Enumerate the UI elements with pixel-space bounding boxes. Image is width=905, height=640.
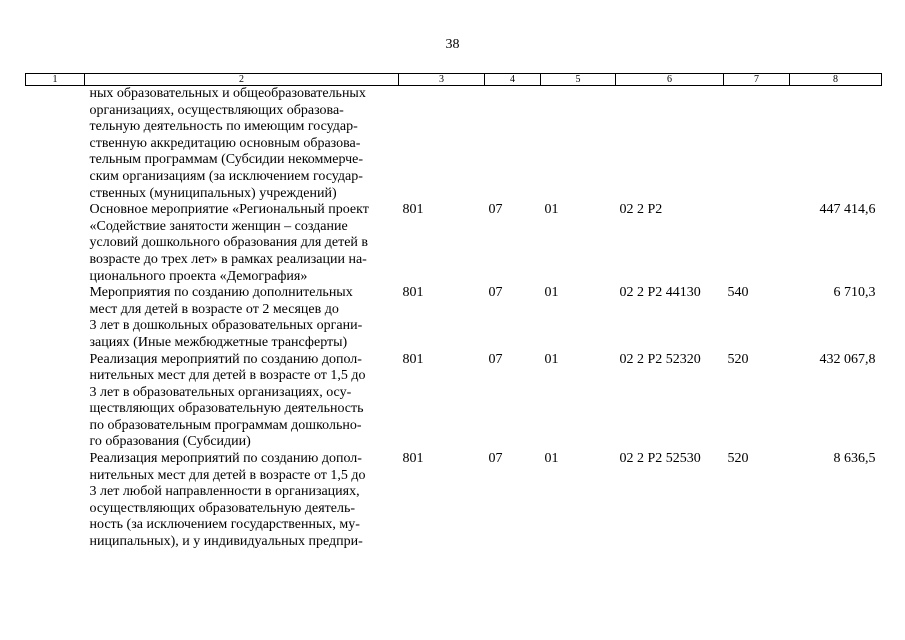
cell-expense-type bbox=[724, 86, 790, 203]
cell-subsection bbox=[541, 86, 616, 203]
cell-amount: 432 067,8 bbox=[819, 351, 876, 367]
cell-chapter: 801 bbox=[402, 451, 424, 467]
description-line: нительных мест для детей в возрасте от 1,5 до bbox=[89, 467, 366, 483]
description-line: мест для детей в возрасте от 2 месяцев до bbox=[89, 301, 339, 317]
cell-description bbox=[85, 451, 399, 551]
cell-description bbox=[85, 285, 399, 351]
cell-col-1 bbox=[26, 451, 85, 551]
description-line: ниципальных), и у индивидуальных предпри- bbox=[89, 534, 363, 550]
description-line: «Содействие занятости женщин – создание bbox=[89, 218, 348, 234]
description-line: возрасте до трех лет» в рамках реализации на- bbox=[89, 251, 367, 267]
table-row bbox=[26, 285, 882, 351]
cell-target-article: 02 2 Р2 52320 bbox=[619, 351, 701, 367]
cell-section: 07 bbox=[488, 285, 503, 301]
description-line: ных образовательных и общеобразовательных bbox=[89, 86, 366, 101]
cell-target-article: 02 2 Р2 52530 bbox=[619, 451, 701, 467]
description-line: по образовательным программам дошкольно- bbox=[89, 417, 362, 433]
cell-expense-type bbox=[724, 202, 790, 285]
cell-chapter: 801 bbox=[402, 202, 424, 218]
cell-subsection: 01 bbox=[544, 451, 559, 467]
header-col-3: 3 bbox=[399, 74, 485, 86]
cell-target-article bbox=[616, 86, 724, 203]
description-line: 3 лет в образовательных организациях, осу- bbox=[89, 384, 352, 400]
table-body bbox=[26, 86, 882, 551]
cell-col-1 bbox=[26, 202, 85, 285]
cell-expense-type: 540 bbox=[727, 285, 749, 301]
description-line: условий дошкольного образования для детей в bbox=[89, 235, 369, 251]
cell-target-article: 02 2 Р2 bbox=[619, 202, 663, 218]
table-header bbox=[26, 74, 882, 86]
cell-amount: 447 414,6 bbox=[819, 202, 876, 218]
description-line: ственных (муниципальных) учреждений) bbox=[89, 185, 337, 201]
description-line: ционального проекта «Демография» bbox=[89, 268, 308, 284]
header-row bbox=[26, 74, 882, 86]
description-line: ществляющих образовательную деятельность bbox=[89, 401, 364, 417]
description-line: Реализация мероприятий по созданию допол- bbox=[89, 451, 362, 467]
cell-col-1 bbox=[26, 86, 85, 203]
cell-subsection: 01 bbox=[544, 285, 559, 301]
cell-description bbox=[85, 202, 399, 285]
description-line: зациях (Иные межбюджетные трансферты) bbox=[89, 334, 348, 350]
cell-expense-type: 520 bbox=[727, 451, 749, 467]
description-line: ским организациям (за исключением государ- bbox=[89, 168, 363, 184]
description-line: 3 лет в дошкольных образовательных органи- bbox=[89, 318, 363, 334]
cell-expense-type: 520 bbox=[727, 351, 749, 367]
description-line: Реализация мероприятий по созданию допол- bbox=[89, 351, 362, 367]
description-line: ственную аккредитацию основным образова- bbox=[89, 135, 361, 151]
table-row bbox=[26, 86, 882, 203]
cell-amount bbox=[790, 86, 882, 203]
description-line: тельным программам (Субсидии некоммерче- bbox=[89, 152, 364, 168]
cell-section bbox=[485, 86, 541, 203]
table-row bbox=[26, 451, 882, 551]
header-col-7: 7 bbox=[724, 74, 790, 86]
description-line: го образования (Субсидии) bbox=[89, 434, 251, 450]
header-col-1: 1 bbox=[26, 74, 85, 86]
description-line: ность (за исключением государственных, му- bbox=[89, 517, 360, 533]
cell-subsection: 01 bbox=[544, 351, 559, 367]
cell-subsection: 01 bbox=[544, 202, 559, 218]
header-col-8: 8 bbox=[790, 74, 882, 86]
description-line: осуществляющих образовательную деятель- bbox=[89, 500, 355, 516]
cell-description bbox=[85, 86, 399, 203]
page-number: 38 bbox=[445, 37, 460, 52]
cell-chapter: 801 bbox=[402, 285, 424, 301]
cell-col-1 bbox=[26, 285, 85, 351]
cell-target-article: 02 2 Р2 44130 bbox=[619, 285, 701, 301]
description-line: 3 лет любой направленности в организациях, bbox=[89, 484, 360, 500]
table-row bbox=[26, 352, 882, 452]
header-col-5: 5 bbox=[541, 74, 616, 86]
description-line: Основное мероприятие «Региональный проект bbox=[89, 202, 369, 218]
cell-section: 07 bbox=[488, 202, 503, 218]
cell-amount: 8 636,5 bbox=[833, 451, 876, 467]
header-col-2: 2 bbox=[85, 74, 399, 86]
cell-section: 07 bbox=[488, 451, 503, 467]
budget-table bbox=[25, 73, 882, 551]
header-col-6: 6 bbox=[616, 74, 724, 86]
cell-chapter bbox=[399, 86, 485, 203]
cell-chapter: 801 bbox=[402, 351, 424, 367]
header-col-4: 4 bbox=[485, 74, 541, 86]
cell-description bbox=[85, 352, 399, 452]
cell-col-1 bbox=[26, 352, 85, 452]
description-line: тельную деятельность по имеющим государ- bbox=[89, 119, 358, 135]
description-line: нительных мест для детей в возрасте от 1,5 до bbox=[89, 368, 366, 384]
description-line: организациях, осуществляющих образова- bbox=[89, 102, 344, 118]
table-row bbox=[26, 202, 882, 285]
cell-section: 07 bbox=[488, 351, 503, 367]
description-line: Мероприятия по созданию дополнительных bbox=[89, 285, 353, 301]
cell-amount: 6 710,3 bbox=[833, 285, 876, 301]
